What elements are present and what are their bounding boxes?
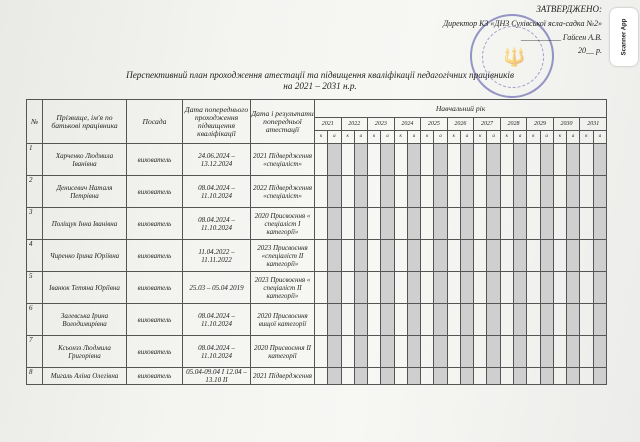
schedule-cell [553, 240, 566, 272]
schedule-cell [434, 304, 447, 336]
schedule-cell [328, 240, 341, 272]
schedule-cell [368, 144, 381, 176]
subcol-header: к [580, 131, 593, 144]
schedule-cell [487, 208, 500, 240]
subcol-header: а [487, 131, 500, 144]
schedule-cell [553, 208, 566, 240]
schedule-cell [407, 336, 420, 368]
row-training: 08.04.2024 – 11.10.2024 [183, 176, 251, 208]
schedule-cell [567, 144, 580, 176]
schedule-cell [527, 144, 540, 176]
schedule-cell [513, 208, 526, 240]
schedule-cell [567, 304, 580, 336]
schedule-cell [513, 176, 526, 208]
schedule-cell [447, 336, 460, 368]
schedule-cell [567, 336, 580, 368]
row-attestation: 2021 Підвердження «спеціаліст» [251, 144, 315, 176]
schedule-cell [487, 272, 500, 304]
schedule-cell [407, 272, 420, 304]
schedule-cell [341, 336, 354, 368]
schedule-cell [328, 304, 341, 336]
header-study-year: Навчальний рік [315, 100, 607, 118]
schedule-cell [421, 144, 434, 176]
subcol-header: к [421, 131, 434, 144]
row-name: Ксьонзз Людмила Григорівна [43, 336, 127, 368]
schedule-cell [447, 176, 460, 208]
schedule-cell [474, 144, 487, 176]
schedule-cell [354, 208, 367, 240]
schedule-cell [341, 368, 354, 385]
schedule-cell [460, 240, 473, 272]
schedule-cell [434, 208, 447, 240]
header-prev-training: Дата попереднього проходження підвищення кваліфікації [183, 100, 251, 144]
schedule-cell [407, 208, 420, 240]
schedule-cell [487, 144, 500, 176]
schedule-cell [487, 240, 500, 272]
schedule-cell [421, 368, 434, 385]
schedule-cell [315, 304, 328, 336]
schedule-cell [513, 240, 526, 272]
year-header: 2027 [474, 118, 501, 131]
subcol-header: а [381, 131, 394, 144]
approval-title: ЗАТВЕРДЖЕНО: [536, 4, 602, 14]
schedule-cell [580, 176, 593, 208]
schedule-cell [500, 336, 513, 368]
row-name: Залевська Ірина Володимирівна [43, 304, 127, 336]
schedule-cell [328, 336, 341, 368]
subcol-header: к [341, 131, 354, 144]
schedule-cell [500, 240, 513, 272]
schedule-cell [474, 368, 487, 385]
schedule-cell [394, 144, 407, 176]
schedule-cell [394, 368, 407, 385]
schedule-cell [540, 208, 553, 240]
schedule-cell [394, 336, 407, 368]
schedule-cell [593, 208, 607, 240]
schedule-cell [381, 272, 394, 304]
schedule-cell [341, 272, 354, 304]
schedule-cell [593, 240, 607, 272]
row-num: 4 [27, 240, 43, 272]
row-position: вихователь [127, 272, 183, 304]
schedule-cell [421, 304, 434, 336]
plan-title-line-2: на 2021 – 2031 н.р. [283, 81, 357, 91]
schedule-cell [580, 144, 593, 176]
row-num: 7 [27, 336, 43, 368]
schedule-cell [567, 208, 580, 240]
row-attestation: 2020 Присвоєння вищої категорії [251, 304, 315, 336]
row-name: Іванюк Тетяна Юріївна [43, 272, 127, 304]
signature-line: __________ Гайсен А.В. [520, 33, 602, 42]
schedule-cell [527, 176, 540, 208]
schedule-cell [553, 304, 566, 336]
schedule-cell [567, 176, 580, 208]
row-name: Мигаль Аліна Олегівна [43, 368, 127, 385]
schedule-cell [421, 272, 434, 304]
subcol-header: а [407, 131, 420, 144]
schedule-cell [447, 240, 460, 272]
schedule-cell [580, 240, 593, 272]
schedule-cell [421, 336, 434, 368]
schedule-cell [527, 208, 540, 240]
subcol-header: к [394, 131, 407, 144]
schedule-cell [368, 272, 381, 304]
schedule-cell [580, 272, 593, 304]
schedule-cell [354, 272, 367, 304]
schedule-cell [487, 336, 500, 368]
table-row [27, 272, 607, 304]
row-attestation: 2021 Підвердження [251, 368, 315, 385]
schedule-cell [474, 336, 487, 368]
table-row [27, 176, 607, 208]
row-name: Харченко Людмила Іванівна [43, 144, 127, 176]
schedule-cell [513, 304, 526, 336]
schedule-cell [447, 368, 460, 385]
schedule-cell [460, 368, 473, 385]
row-num: 3 [27, 208, 43, 240]
trident-emblem-icon: 🔱 [503, 47, 526, 67]
year-header: 2025 [421, 118, 448, 131]
schedule-cell [368, 336, 381, 368]
subcol-header: а [354, 131, 367, 144]
schedule-cell [368, 240, 381, 272]
schedule-cell [447, 144, 460, 176]
schedule-cell [474, 208, 487, 240]
row-name: Чиренко Ірина Юріївна [43, 240, 127, 272]
row-num: 8 [27, 368, 43, 385]
schedule-cell [381, 208, 394, 240]
schedule-cell [567, 240, 580, 272]
schedule-cell [354, 304, 367, 336]
row-num: 5 [27, 272, 43, 304]
schedule-cell [580, 368, 593, 385]
schedule-cell [593, 304, 607, 336]
schedule-cell [540, 336, 553, 368]
schedule-cell [315, 368, 328, 385]
header-num: № [27, 100, 43, 144]
row-position: вихователь [127, 304, 183, 336]
schedule-cell [500, 368, 513, 385]
schedule-cell [354, 176, 367, 208]
row-training: 08.04.2024 – 11.10.2024 [183, 336, 251, 368]
schedule-cell [315, 272, 328, 304]
row-training: 25.03 – 05.04 2019 [183, 272, 251, 304]
subcol-header: а [460, 131, 473, 144]
table-row [27, 368, 607, 385]
schedule-cell [527, 336, 540, 368]
subcol-header: а [540, 131, 553, 144]
schedule-cell [315, 336, 328, 368]
schedule-cell [553, 336, 566, 368]
row-num: 2 [27, 176, 43, 208]
schedule-cell [500, 272, 513, 304]
schedule-cell [381, 368, 394, 385]
schedule-cell [407, 144, 420, 176]
schedule-cell [394, 272, 407, 304]
header-name: Прізвище, ім'я по батькові працівника [43, 100, 127, 144]
schedule-cell [341, 144, 354, 176]
schedule-cell [553, 144, 566, 176]
subcol-header: а [513, 131, 526, 144]
schedule-cell [567, 272, 580, 304]
row-position: вихователь [127, 368, 183, 385]
schedule-cell [434, 144, 447, 176]
schedule-cell [474, 240, 487, 272]
row-num: 6 [27, 304, 43, 336]
row-attestation: 2020 Присвоєння ІІ категорії [251, 336, 315, 368]
row-num: 1 [27, 144, 43, 176]
approval-block [443, 4, 602, 55]
schedule-cell [513, 144, 526, 176]
schedule-cell [421, 208, 434, 240]
schedule-cell [580, 208, 593, 240]
row-position: вихователь [127, 208, 183, 240]
schedule-cell [394, 304, 407, 336]
schedule-cell [381, 176, 394, 208]
schedule-cell [434, 368, 447, 385]
schedule-cell [341, 176, 354, 208]
schedule-cell [540, 272, 553, 304]
schedule-cell [447, 208, 460, 240]
schedule-cell [500, 144, 513, 176]
subcol-header: к [447, 131, 460, 144]
schedule-cell [354, 144, 367, 176]
schedule-cell [553, 272, 566, 304]
subcol-header: к [315, 131, 328, 144]
schedule-cell [381, 336, 394, 368]
schedule-cell [527, 368, 540, 385]
schedule-cell [381, 144, 394, 176]
schedule-cell [315, 176, 328, 208]
schedule-cell [513, 336, 526, 368]
row-training: 24.06.2024 – 13.12.2024 [183, 144, 251, 176]
schedule-cell [474, 272, 487, 304]
table-row [27, 304, 607, 336]
row-position: вихователь [127, 336, 183, 368]
table-row [27, 208, 607, 240]
row-training: 08.04.2024 – 11.10.2024 [183, 304, 251, 336]
row-position: вихователь [127, 176, 183, 208]
year-header: 2031 [580, 118, 607, 131]
schedule-cell [381, 240, 394, 272]
schedule-cell [460, 336, 473, 368]
schedule-cell [527, 272, 540, 304]
year-header: 2028 [500, 118, 527, 131]
schedule-cell [434, 240, 447, 272]
year-line: 20__ р. [578, 46, 602, 55]
schedule-cell [341, 208, 354, 240]
schedule-cell [381, 304, 394, 336]
year-header: 2029 [527, 118, 554, 131]
schedule-cell [593, 272, 607, 304]
subcol-header: а [567, 131, 580, 144]
schedule-cell [447, 304, 460, 336]
header-prev-attestation: Дата і результати попередньої атестації [251, 100, 315, 144]
year-header: 2022 [341, 118, 368, 131]
schedule-cell [593, 144, 607, 176]
schedule-cell [328, 176, 341, 208]
row-training: 08.04.2024 – 11.10.2024 [183, 208, 251, 240]
attestation-plan-table [26, 99, 607, 385]
schedule-cell [368, 368, 381, 385]
schedule-cell [315, 208, 328, 240]
subcol-header: а [328, 131, 341, 144]
row-name: Поліщук Інна Іванівна [43, 208, 127, 240]
schedule-cell [460, 176, 473, 208]
schedule-cell [341, 240, 354, 272]
schedule-cell [434, 272, 447, 304]
schedule-cell [315, 240, 328, 272]
schedule-cell [460, 208, 473, 240]
schedule-cell [354, 336, 367, 368]
schedule-cell [487, 304, 500, 336]
schedule-cell [407, 368, 420, 385]
year-header: 2030 [553, 118, 580, 131]
year-header: 2024 [394, 118, 421, 131]
header-position: Посада [127, 100, 183, 144]
row-position: вихователь [127, 240, 183, 272]
schedule-cell [460, 144, 473, 176]
schedule-cell [328, 272, 341, 304]
schedule-cell [567, 368, 580, 385]
schedule-cell [354, 368, 367, 385]
table-row [27, 336, 607, 368]
schedule-cell [328, 144, 341, 176]
schedule-cell [580, 336, 593, 368]
schedule-cell [474, 176, 487, 208]
schedule-cell [394, 176, 407, 208]
schedule-cell [421, 176, 434, 208]
schedule-cell [460, 272, 473, 304]
schedule-cell [593, 176, 607, 208]
subcol-header: к [368, 131, 381, 144]
subcol-header: а [593, 131, 607, 144]
schedule-cell [368, 304, 381, 336]
schedule-cell [315, 144, 328, 176]
schedule-cell [487, 368, 500, 385]
schedule-cell [527, 240, 540, 272]
row-attestation: 2023 Присвоєння « спеціаліст ІІ категорії» [251, 272, 315, 304]
schedule-cell [407, 240, 420, 272]
subcol-header: к [527, 131, 540, 144]
schedule-cell [407, 304, 420, 336]
scanner-app-badge[interactable] [610, 8, 638, 66]
scanner-app-label: Scanner App [621, 18, 628, 56]
schedule-cell [580, 304, 593, 336]
schedule-cell [540, 176, 553, 208]
row-attestation: 2022 Підвердження «спеціаліст» [251, 176, 315, 208]
schedule-cell [540, 304, 553, 336]
year-header: 2023 [368, 118, 395, 131]
schedule-cell [368, 176, 381, 208]
schedule-cell [460, 304, 473, 336]
row-training: 11.04.2022 – 11.11.2022 [183, 240, 251, 272]
schedule-cell [513, 368, 526, 385]
schedule-cell [421, 240, 434, 272]
schedule-cell [394, 240, 407, 272]
schedule-cell [354, 240, 367, 272]
row-attestation: 2023 Присвоєння «спеціаліст ІІ категорії» [251, 240, 315, 272]
schedule-cell [553, 368, 566, 385]
schedule-cell [500, 176, 513, 208]
schedule-cell [434, 336, 447, 368]
schedule-cell [500, 208, 513, 240]
schedule-cell [434, 176, 447, 208]
schedule-cell [394, 208, 407, 240]
schedule-cell [407, 176, 420, 208]
schedule-cell [513, 272, 526, 304]
subcol-header: к [500, 131, 513, 144]
subcol-header: к [553, 131, 566, 144]
schedule-cell [487, 176, 500, 208]
year-header: 2026 [447, 118, 474, 131]
row-position: вихователь [127, 144, 183, 176]
schedule-cell [500, 304, 513, 336]
schedule-cell [553, 176, 566, 208]
schedule-cell [540, 144, 553, 176]
schedule-cell [368, 208, 381, 240]
plan-title [0, 70, 640, 92]
year-header: 2021 [315, 118, 342, 131]
schedule-cell [328, 208, 341, 240]
schedule-cell [474, 304, 487, 336]
schedule-cell [447, 272, 460, 304]
schedule-cell [540, 240, 553, 272]
row-training: 05.04-09.04 І 12.04 – 13.10 ІІ [183, 368, 251, 385]
schedule-cell [593, 368, 607, 385]
table-row [27, 240, 607, 272]
row-attestation: 2020 Присвоєння « спеціаліст І категорії» [251, 208, 315, 240]
schedule-cell [593, 336, 607, 368]
schedule-cell [527, 304, 540, 336]
row-name: Денисевич Наталя Петрівна [43, 176, 127, 208]
subcol-header: к [474, 131, 487, 144]
director-line: Директор КЗ «ДНЗ Сухівської ясла-садка №2» [443, 19, 602, 28]
table-row [27, 144, 607, 176]
schedule-cell [328, 368, 341, 385]
schedule-cell [341, 304, 354, 336]
plan-title-line-1: Перспективний план проходження атестації та підвищення кваліфікації педагогічних працівників [126, 70, 514, 80]
schedule-cell [540, 368, 553, 385]
subcol-header: а [434, 131, 447, 144]
